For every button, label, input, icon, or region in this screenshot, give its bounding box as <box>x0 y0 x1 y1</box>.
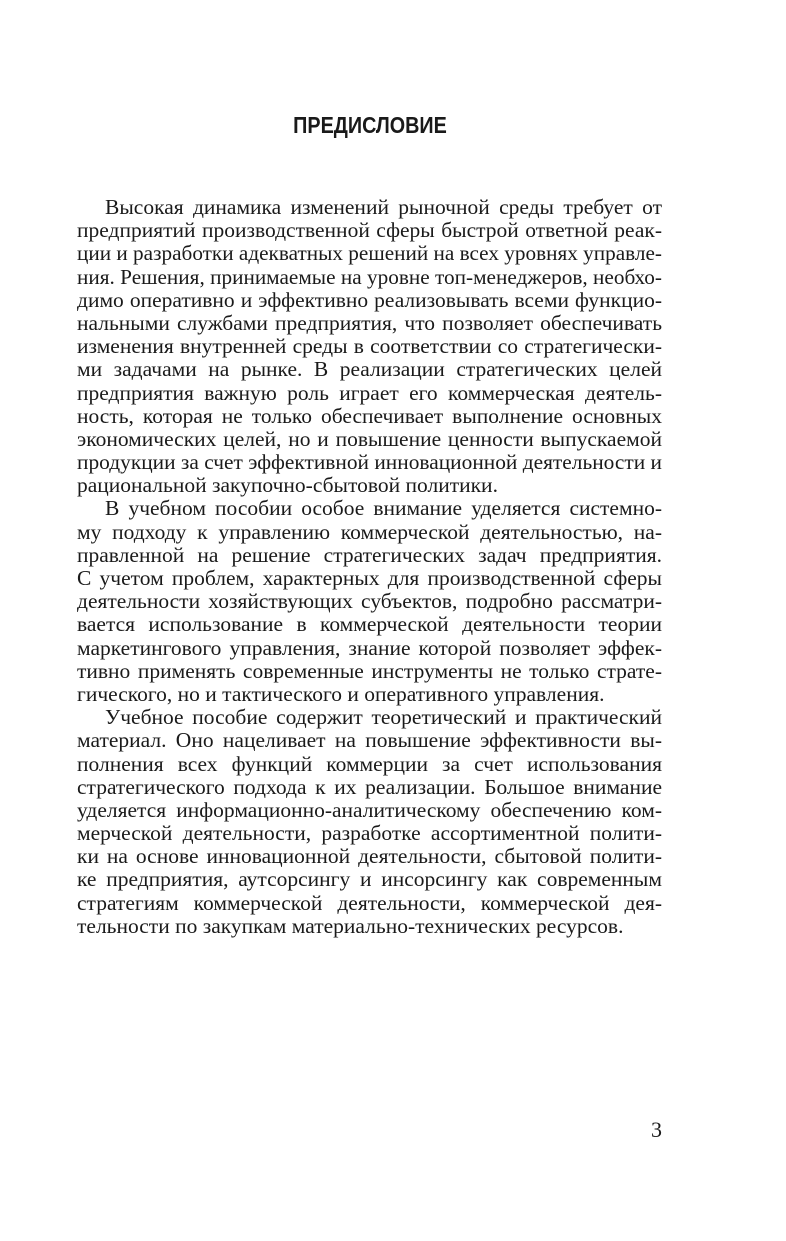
page-number: 3 <box>651 1117 662 1142</box>
text-line: мерческой деятельности, разработке ассортиментной полити- <box>77 821 662 846</box>
text-line: продукции за счет эффективной инновационной деятельности и <box>77 450 662 475</box>
text-line: Учебное пособие содержит теоретический и практический <box>105 705 662 730</box>
text-line: тивно применять современные инструменты не только страте- <box>77 658 662 683</box>
text-line: В учебном пособии особое внимание уделяется системно- <box>105 496 662 521</box>
text-line: С учетом проблем, характерных для производственной сферы <box>77 566 662 590</box>
text-line: стратегического подхода к их реализации. Большое внимание <box>77 774 662 799</box>
paragraph-1 <box>77 196 662 497</box>
text-line: уделяется информационно-аналитическому обеспечению ком- <box>77 797 662 822</box>
paragraph-2 <box>77 497 662 706</box>
text-line: материал. Оно нацеливает на повышение эффективности вы- <box>77 728 662 753</box>
text-line: Высокая динамика изменений рыночной среды требует от <box>105 195 662 219</box>
text-line: ции и разработки адекватных решений на всех уровнях управле- <box>77 241 662 266</box>
text-line: рациональной закупочно-сбытовой политики. <box>77 473 498 498</box>
text-line: ки на основе инновационной деятельности, сбытовой полити- <box>77 844 662 869</box>
text-line: деятельности хозяйствующих субъектов, подробно рассматри- <box>77 589 662 614</box>
text-line: предприятий производственной сферы быстрой ответной реак- <box>77 218 662 243</box>
page-title: ПРЕДИСЛОВИЕ <box>293 112 447 138</box>
text-line: гического, но и тактического и оперативного управления. <box>77 681 605 706</box>
text-line: правленной на решение стратегических задач предприятия. <box>77 542 662 567</box>
text-line: ке предприятия, аутсорсингу и инсорсингу как современным <box>77 867 662 892</box>
text-line: тельности по закупкам материально-технических ресурсов. <box>77 913 624 938</box>
text-line: димо оперативно и эффективно реализовывать всеми функцио- <box>77 287 662 312</box>
text-line: стратегиям коммерческой деятельности, коммерческой дея- <box>77 890 662 915</box>
text-line: му подходу к управлению коммерческой деятельностью, на- <box>77 519 662 544</box>
paragraph-3 <box>77 706 662 938</box>
text-line: нальными службами предприятия, что позволяет обеспечивать <box>77 310 662 335</box>
text-line: вается использование в коммерческой деятельности теории <box>77 612 662 637</box>
preface-body <box>77 196 662 938</box>
text-line: предприятия важную роль играет его коммерческая деятель- <box>77 380 662 405</box>
text-line: маркетингового управления, знание которой позволяет эффек- <box>77 635 662 660</box>
text-line: полнения всех функций коммерции за счет использования <box>77 751 662 776</box>
text-line: ми задачами на рынке. В реализации стратегических целей <box>77 357 662 382</box>
text-line: ния. Решения, принимаемые на уровне топ-менеджеров, необхо- <box>77 264 662 289</box>
text-line: экономических целей, но и повышение ценности выпускаемой <box>77 426 662 451</box>
text-line: изменения внутренней среды в соответствии со стратегически- <box>77 334 662 359</box>
text-line: ность, которая не только обеспечивает выполнение основных <box>77 403 662 428</box>
